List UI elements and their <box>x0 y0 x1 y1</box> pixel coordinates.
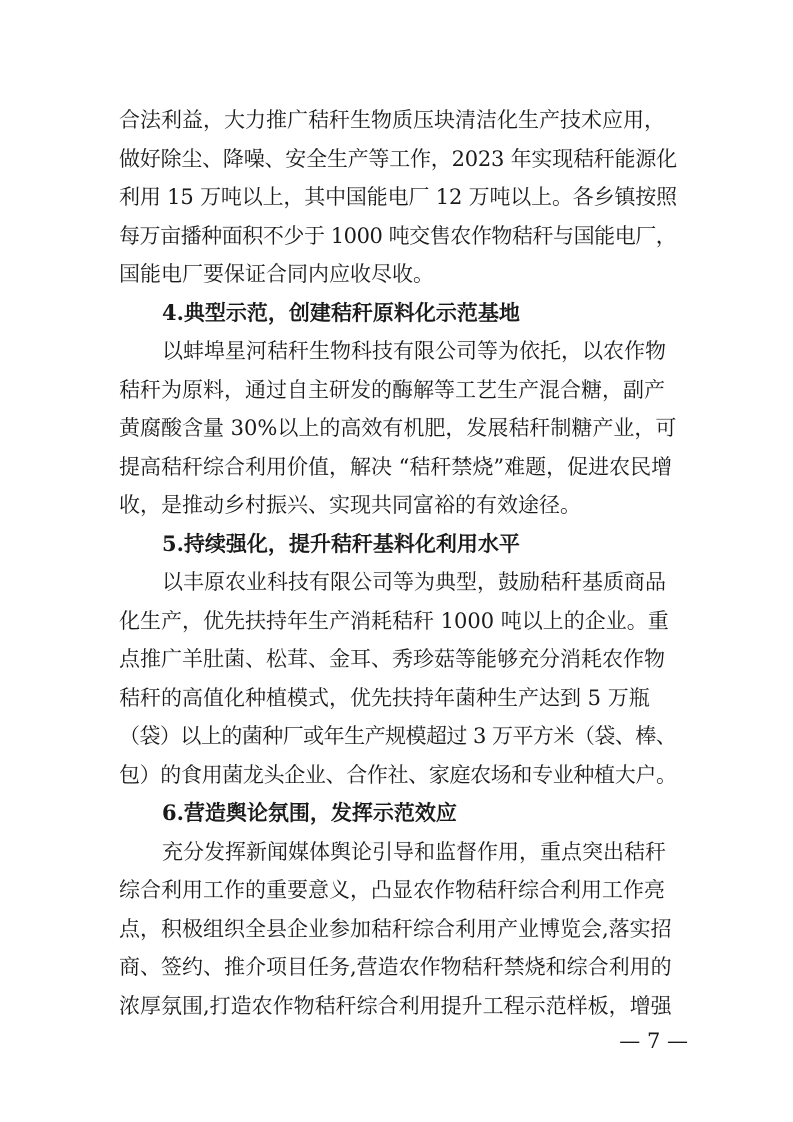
document-page: 合法利益，大力推广秸秆生物质压块清洁化生产技术应用， 做好除尘、降噪、安全生产等工作，2023 年实现秸秆能源化 利用 15 万吨以上，其中国能电厂 12 万吨以上。各乡镇按照 每万亩播种面积不少于 1000 吨交售农作物秸秆与国能电厂， 国能电厂要保证合同内应收尽收。 4.典型示范，创建秸秆原料化示范基地 以蚌埠星河秸秆生物科技有限公司等为依托，以农作物 秸秆为原料，通过自主研发的酶解等工艺生产混合糖，副产 黄腐酸含量 30%以上的高效有机肥，发展秸秆制糖产业，可 提高秸秆综合利用价值，解决 “秸秆禁烧”难题，促进农民增 收，是推动乡村振兴、实现共同富裕的有效途径。 5.持续强化，提升秸秆基料化利用水平 以丰原农业科技有限公司等为典型，鼓励秸秆基质商品 化生产，优先扶持年生产消耗秸秆 1000 吨以上的企业。重 点推广羊肚菌、松茸、金耳、秀珍菇等能够充分消耗农作物 秸秆的高值化种植模式，优先扶持年菌种生产达到 5 万瓶 （袋）以上的菌种厂或年生产规模超过 3 万平方米（袋、棒、 包）的食用菌龙头企业、合作社、家庭农场和专业种植大户。 6.营造舆论氛围，发挥示范效应 充分发挥新闻媒体舆论引导和监督作用，重点突出秸秆 综合利用工作的重要意义，凸显农作物秸秆综合利用工作亮 点，积极组织全县企业参加秸秆综合利用产业博览会,落实招 商、签约、推介项目任务,营造农作物秸秆禁烧和综合利用的 浓厚氛围,打造农作物秸秆综合利用提升工程示范样板，增强 — 7 — <box>119 108 688 1053</box>
page-number: — 7 — <box>619 1029 688 1053</box>
